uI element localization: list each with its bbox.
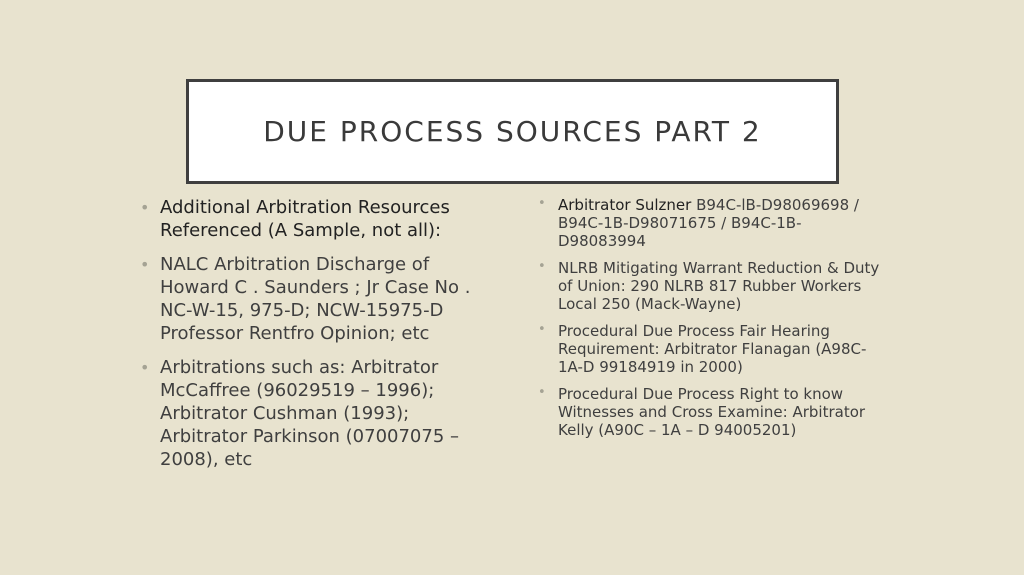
bullet-icon: •	[140, 255, 150, 274]
list-item-text: NLRB Mitigating Warrant Reduction & Duty of Union: 290 NLRB 817 Rubber Workers Local 250 (Mack-Wayne)	[558, 259, 880, 313]
list-item	[138, 196, 478, 242]
bullet-icon: •	[140, 358, 150, 377]
list-item	[536, 322, 886, 376]
list-item-text: NALC Arbitration Discharge of Howard C . Saunders ; Jr Case No . NC-W-15, 975-D; NCW-15975-D Professor Rentfro Opinion; etc	[160, 254, 471, 344]
list-item-text: Additional Arbitration Resources Referenced (A Sample, not all):	[160, 197, 450, 241]
list-item-text: Procedural Due Process Right to know Witnesses and Cross Examine: Arbitrator Kelly (A90C – 1A – D 94005201)	[558, 385, 866, 439]
list-item-text: B94C-lB-D98069698 / B94C-1B-D98071675 / B94C-1B-D98083994	[558, 196, 859, 250]
bullet-icon: •	[538, 322, 546, 337]
title-box	[186, 79, 839, 184]
bullet-icon: •	[538, 259, 546, 274]
list-item	[536, 259, 886, 313]
list-item	[536, 196, 886, 250]
right-bullet-list	[536, 196, 886, 448]
left-bullet-list	[138, 196, 478, 482]
bullet-icon: •	[538, 385, 546, 400]
list-item-text: Arbitrations such as: Arbitrator McCaffree (96029519 – 1996); Arbitrator Cushman (1993); Arbitrator Parkinson (07007075 – 2008), etc	[160, 357, 460, 470]
list-item	[138, 253, 478, 345]
bullet-icon: •	[140, 198, 150, 217]
bullet-icon: •	[538, 196, 546, 211]
slide-title: DUE PROCESS SOURCES PART 2	[263, 115, 762, 148]
list-item	[536, 385, 886, 439]
list-item-lead: Arbitrator Sulzner	[558, 196, 692, 214]
list-item-text: Procedural Due Process Fair Hearing Requirement: Arbitrator Flanagan (A98C-1A-D 99184919 in 2000)	[558, 322, 867, 376]
list-item	[138, 356, 478, 471]
